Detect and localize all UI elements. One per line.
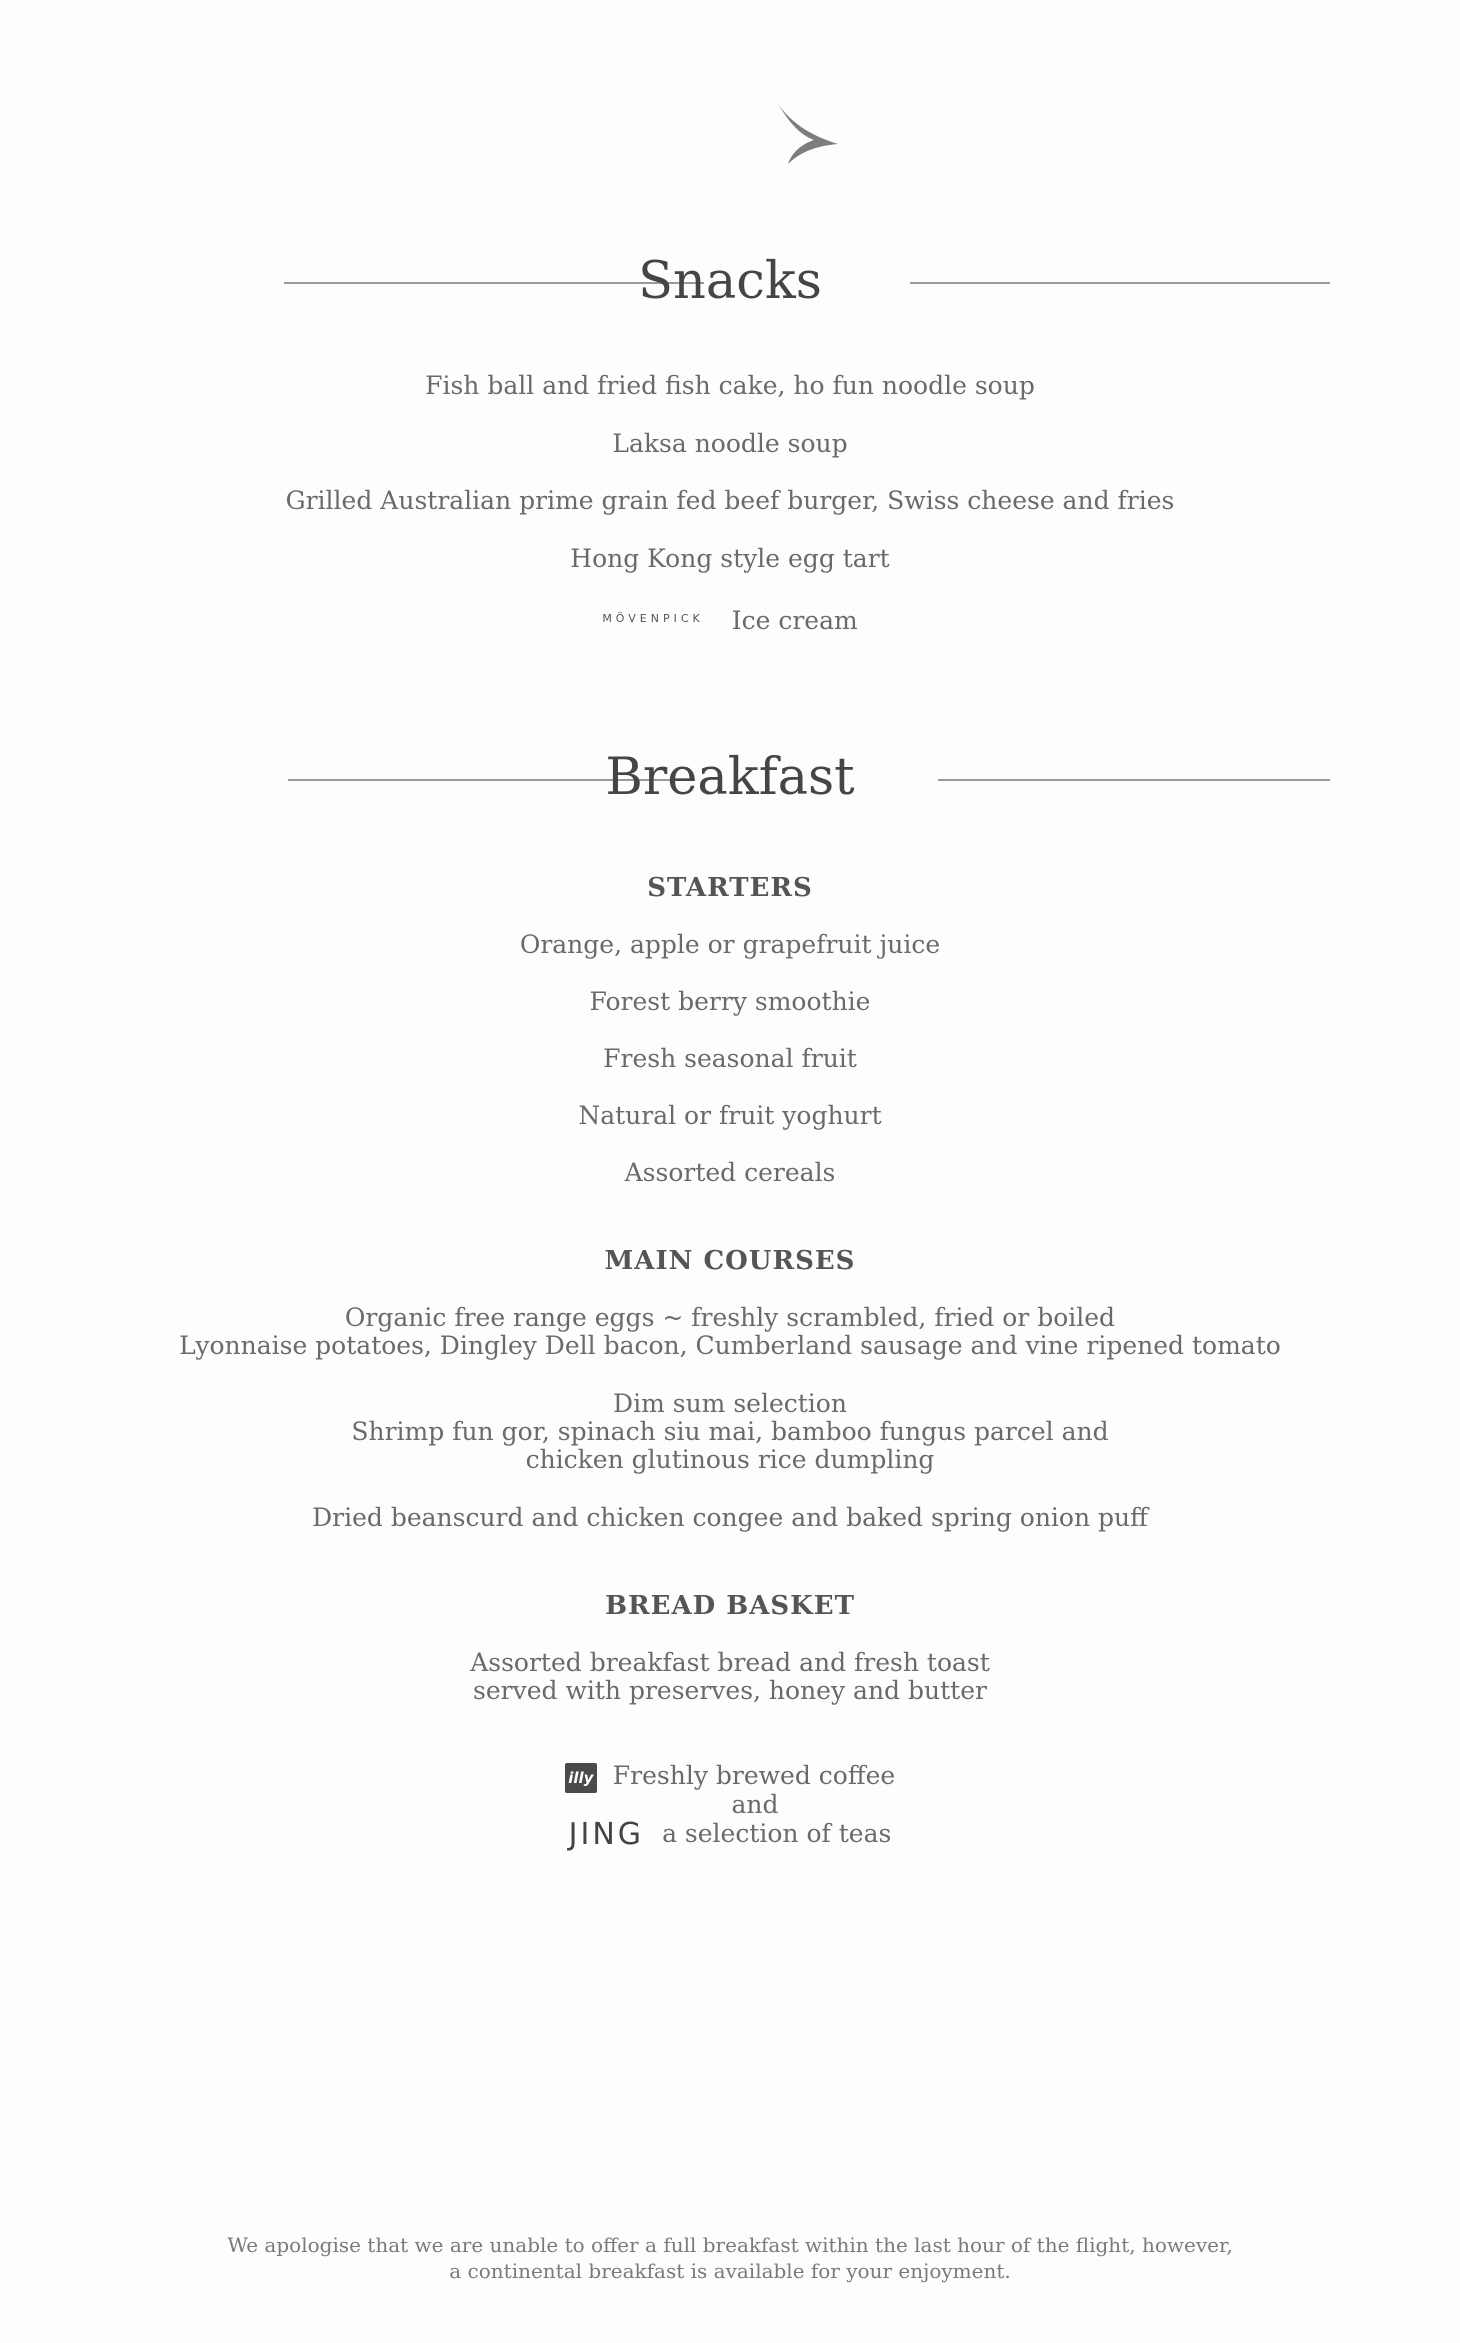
footer-note	[0, 2232, 1460, 2284]
bread-basket-line: Assorted breakfast bread and fresh toast	[470, 1648, 990, 1677]
breakfast-rule-right	[938, 779, 1330, 781]
main-course-line: Shrimp fun gor, spinach siu mai, bamboo fungus parcel and	[351, 1417, 1109, 1446]
movenpick-logo-text: MÖVENPICK	[602, 612, 704, 625]
main-course-line: Organic free range eggs ~ freshly scrambled, fried or boiled	[344, 1303, 1116, 1332]
main-course-line: Dried beanscurd and chicken congee and baked spring onion puff	[312, 1503, 1148, 1532]
coffee-row	[0, 1762, 1460, 1793]
main-course-line: chicken glutinous rice dumpling	[525, 1445, 935, 1474]
bread-basket-line: served with preserves, honey and butter	[473, 1676, 987, 1705]
airline-logo-icon	[772, 100, 842, 170]
starter-item: Fresh seasonal fruit	[603, 1044, 857, 1073]
footer-line: We apologise that we are unable to offer a full breakfast within the last hour of the flight, however,	[227, 2233, 1233, 2257]
jing-logo: JING	[568, 1817, 645, 1852]
starter-item: Forest berry smoothie	[589, 987, 871, 1016]
illy-logo: illy	[565, 1763, 597, 1793]
snack-item: Grilled Australian prime grain fed beef burger, Swiss cheese and fries	[285, 486, 1175, 515]
movenpick-logo	[602, 612, 703, 625]
breakfast-heading: Breakfast	[605, 748, 855, 807]
tea-row	[0, 1818, 1460, 1853]
main-course-line: Lyonnaise potatoes, Dingley Dell bacon, Cumberland sausage and vine ripened tomato	[179, 1331, 1281, 1360]
snacks-heading: Snacks	[638, 252, 822, 311]
coffee-text: Freshly brewed coffee	[612, 1761, 896, 1790]
main-courses-title: MAIN COURSES	[604, 1246, 856, 1276]
tea-text: a selection of teas	[662, 1818, 892, 1848]
snack-item: Laksa noodle soup	[612, 429, 848, 458]
snacks-rule-right	[910, 282, 1330, 284]
icecream-row	[0, 606, 1460, 635]
starter-item: Orange, apple or grapefruit juice	[519, 930, 941, 959]
icecream-item: Ice cream	[731, 606, 858, 635]
starter-item: Assorted cereals	[624, 1158, 836, 1187]
starters-title: STARTERS	[647, 873, 813, 903]
bread-basket-title: BREAD BASKET	[605, 1591, 855, 1621]
snack-item: Hong Kong style egg tart	[570, 544, 890, 573]
starter-item: Natural or fruit yoghurt	[578, 1101, 882, 1130]
beverage-and: and	[731, 1790, 779, 1819]
main-course-line: Dim sum selection	[613, 1389, 847, 1418]
footer-line: a continental breakfast is available for your enjoyment.	[449, 2259, 1011, 2283]
snack-item: Fish ball and fried fish cake, ho fun noodle soup	[425, 371, 1035, 400]
